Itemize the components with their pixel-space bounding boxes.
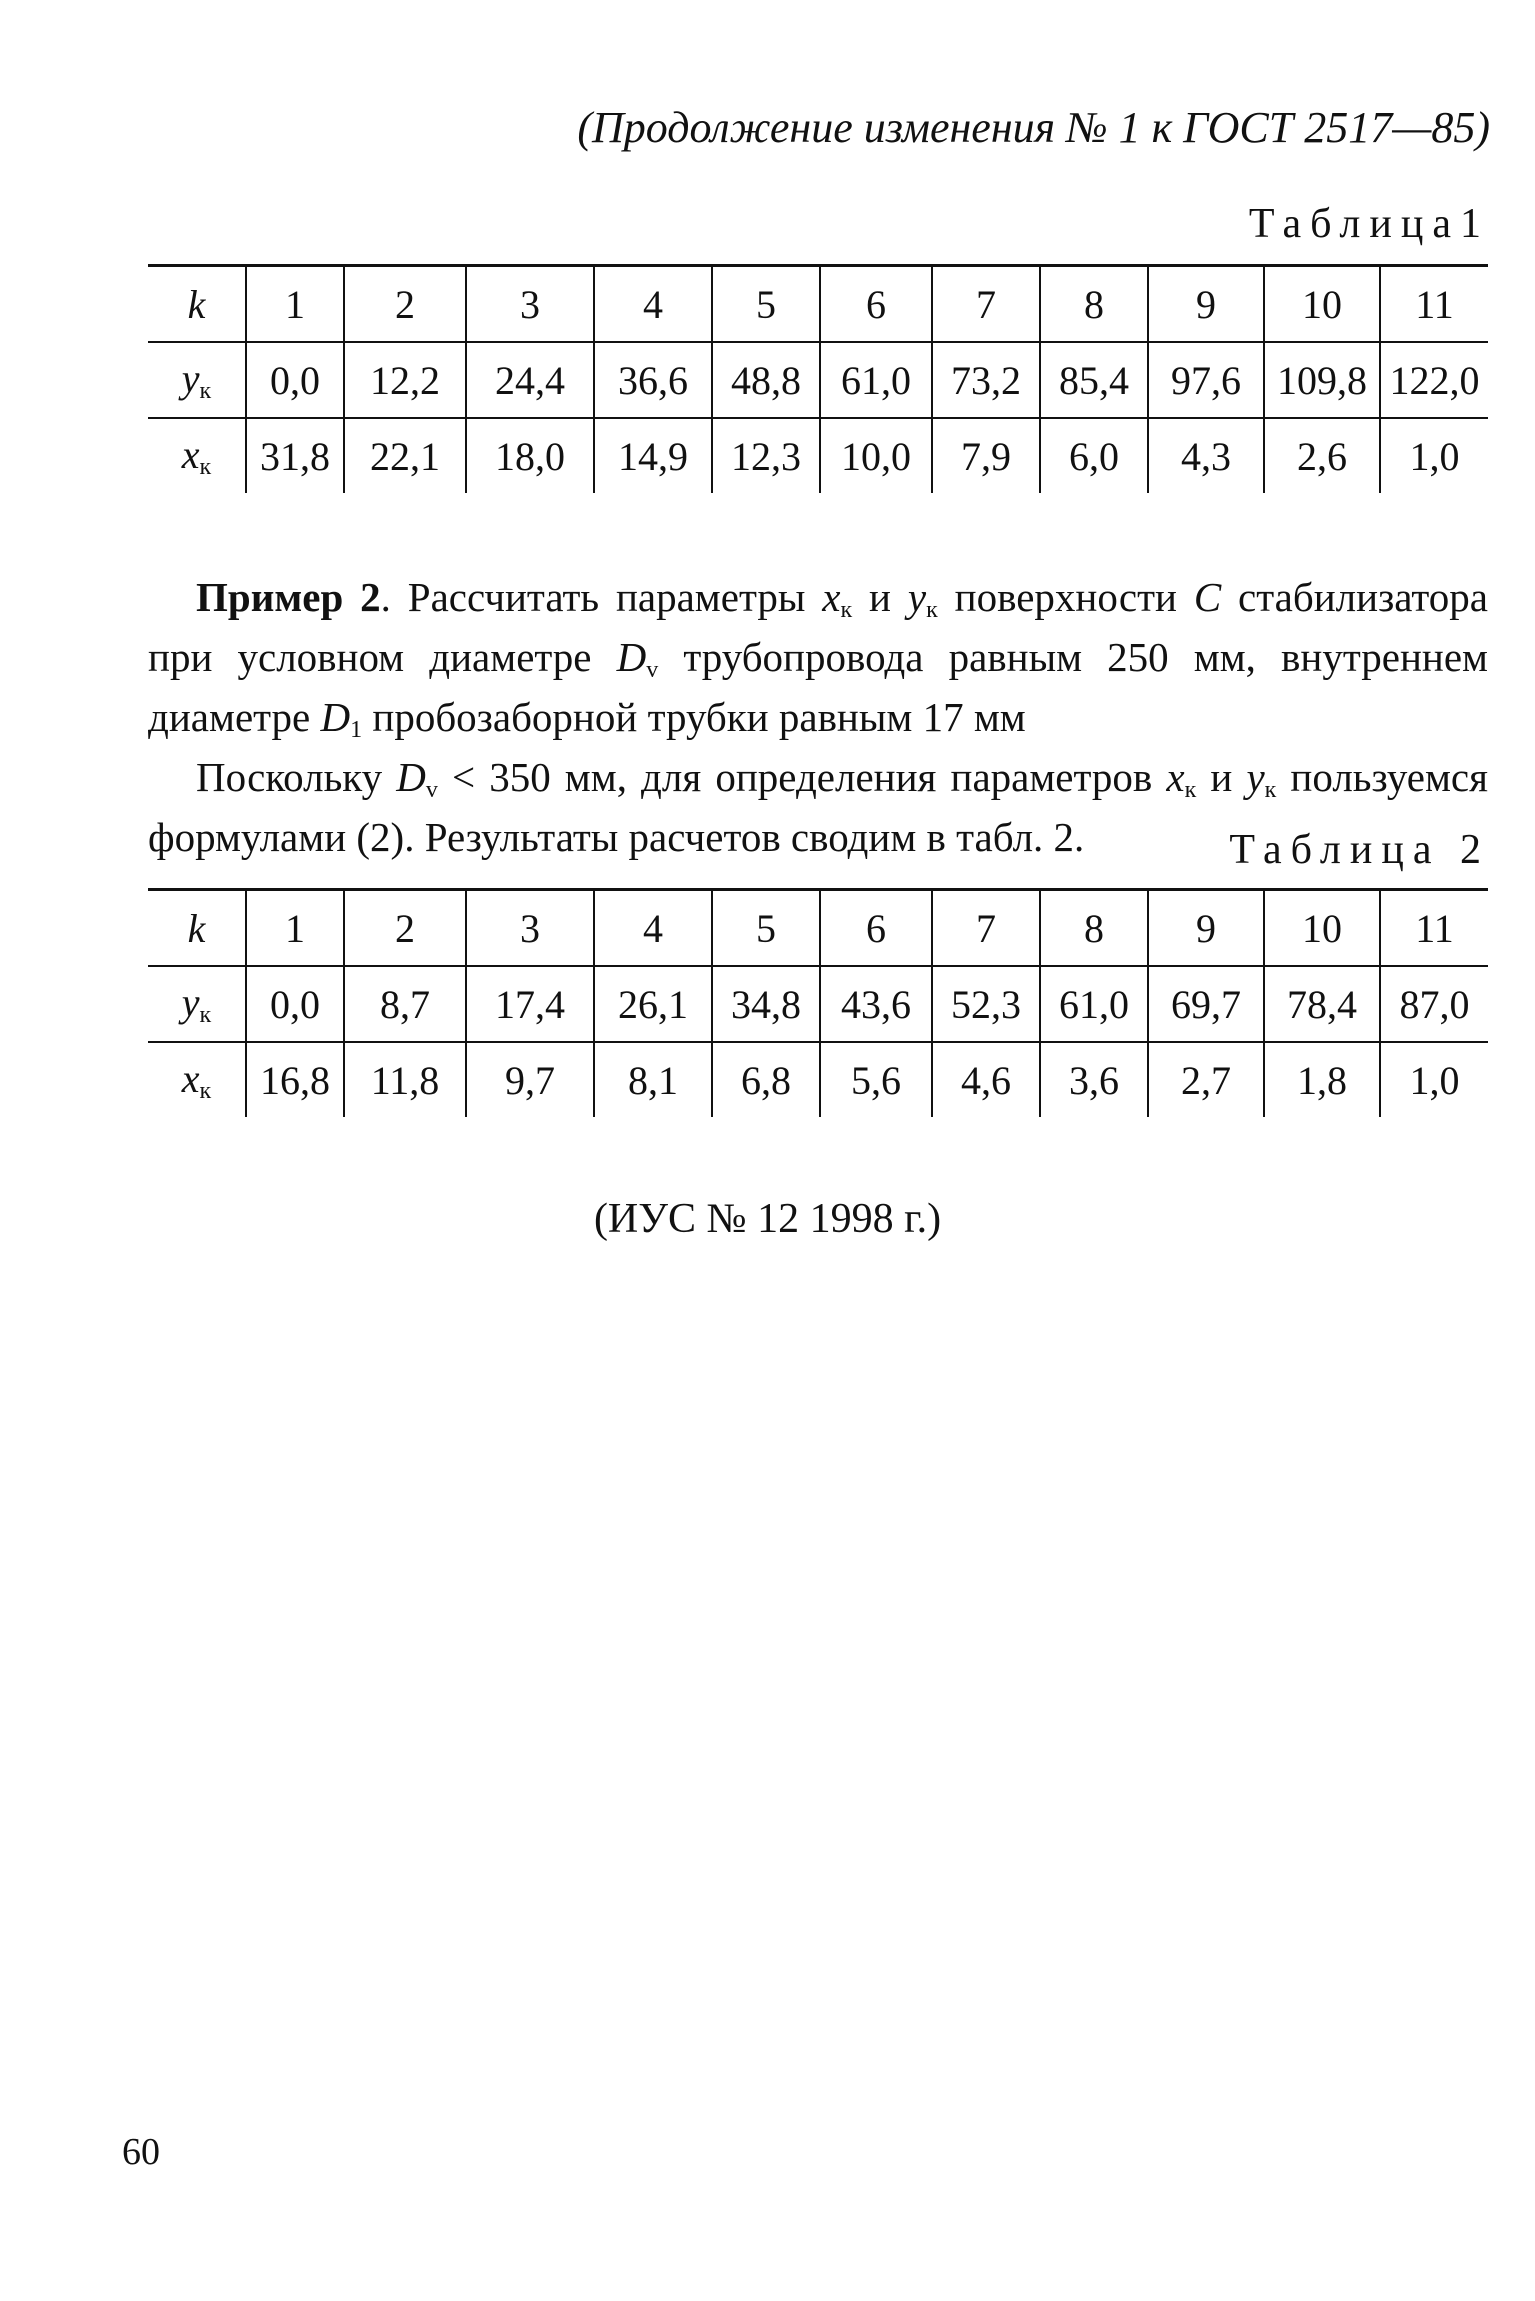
table1-cell: 0,0 (246, 342, 344, 418)
table1-cell: 122,0 (1380, 342, 1488, 418)
table1-cell: 97,6 (1148, 342, 1264, 418)
table2-cell: 78,4 (1264, 966, 1380, 1042)
table2-cell: 7 (932, 890, 1040, 967)
table2-cell: 61,0 (1040, 966, 1148, 1042)
table1-cell: 31,8 (246, 418, 344, 493)
table1-cell: 109,8 (1264, 342, 1380, 418)
table2-cell: 0,0 (246, 966, 344, 1042)
table1-cell: 7 (932, 266, 1040, 343)
table2-cell: 8 (1040, 890, 1148, 967)
table1-caption: Таблица1 (1248, 201, 1490, 247)
table1-cell: 4 (594, 266, 712, 343)
table2-cell: 87,0 (1380, 966, 1488, 1042)
table2-caption: Таблица 2 (1229, 827, 1490, 873)
table2-cell: 11,8 (344, 1042, 466, 1117)
table2-cell: 4,6 (932, 1042, 1040, 1117)
table2-cell: 1,8 (1264, 1042, 1380, 1117)
table1-cell: 11 (1380, 266, 1488, 343)
page-number: 60 (122, 2131, 160, 2173)
table1-cell: 24,4 (466, 342, 594, 418)
table1-cell: 2,6 (1264, 418, 1380, 493)
table1 (148, 264, 1488, 493)
table1-cell: 14,9 (594, 418, 712, 493)
table1-cell: 12,3 (712, 418, 820, 493)
table1-cell: 8 (1040, 266, 1148, 343)
table2-cell: 16,8 (246, 1042, 344, 1117)
table2-cell: 5 (712, 890, 820, 967)
table1-cell: 3 (466, 266, 594, 343)
table1-cell: 1,0 (1380, 418, 1488, 493)
table2-label-y: $y_к$ (148, 966, 246, 1042)
table2-cell: 6,8 (712, 1042, 820, 1117)
table1-cell: 10,0 (820, 418, 932, 493)
table2-cell: 17,4 (466, 966, 594, 1042)
table2-cell: 4 (594, 890, 712, 967)
table1-cell: 6 (820, 266, 932, 343)
table2 (148, 888, 1488, 1117)
table1-cell: 4,3 (1148, 418, 1264, 493)
table1-cell: 5 (712, 266, 820, 343)
table1-cell: 18,0 (466, 418, 594, 493)
table2-cell: 9,7 (466, 1042, 594, 1117)
table2-cell: 6 (820, 890, 932, 967)
table2-cell: 1 (246, 890, 344, 967)
table1-cell: 6,0 (1040, 418, 1148, 493)
table2-label-x: $x_к$ (148, 1042, 246, 1117)
table2-cell: 52,3 (932, 966, 1040, 1042)
table2-label-k: k (148, 890, 246, 967)
table1-cell: 12,2 (344, 342, 466, 418)
table2-cell: 10 (1264, 890, 1380, 967)
table1-row-y (148, 342, 1488, 418)
table2-cell: 9 (1148, 890, 1264, 967)
table2-cell: 34,8 (712, 966, 820, 1042)
example-paragraph-2: Поскольку $D_v < 350$ мм, для определения параметров $x_к$ и $y_к$ пользуемся формулами (2). Результаты расчетов сводим в табл. 2. (148, 754, 1488, 860)
table2-row-y (148, 966, 1488, 1042)
table2-cell: 3,6 (1040, 1042, 1148, 1117)
table1-cell: 48,8 (712, 342, 820, 418)
table1-cell: 73,2 (932, 342, 1040, 418)
table2-cell: 1,0 (1380, 1042, 1488, 1117)
ius-note: (ИУС № 12 1998 г.) (593, 1196, 942, 1242)
table1-cell: 10 (1264, 266, 1380, 343)
table2-cell: 8,1 (594, 1042, 712, 1117)
table1-label-k: k (148, 266, 246, 343)
table1-cell: 85,4 (1040, 342, 1148, 418)
table1-cell: 7,9 (932, 418, 1040, 493)
table1-cell: 61,0 (820, 342, 932, 418)
table1-cell: 22,1 (344, 418, 466, 493)
table2-cell: 8,7 (344, 966, 466, 1042)
table1-cell: 2 (344, 266, 466, 343)
table2-cell: 2,7 (1148, 1042, 1264, 1117)
table2-cell: 3 (466, 890, 594, 967)
table1-cell: 9 (1148, 266, 1264, 343)
example-paragraph-1: Пример 2. Рассчитать параметры $x_к$ и $y_к$ поверхности C стабилизатора при условном диаметре $D_v$ трубопровода равным 250 мм, внутреннем диаметре $D_1$ пробозаборной трубки равным 17 мм (148, 574, 1488, 743)
table2-row-x (148, 1042, 1488, 1117)
table2-row-k (148, 890, 1488, 967)
page-header: (Продолжение изменения № 1 к ГОСТ 2517—85) (577, 103, 1490, 152)
table1-row-x (148, 418, 1488, 493)
table2-cell: 11 (1380, 890, 1488, 967)
table1-cell: 1 (246, 266, 344, 343)
table2-cell: 2 (344, 890, 466, 967)
table1-label-y: $y_к$ (148, 342, 246, 418)
table1-cell: 36,6 (594, 342, 712, 418)
table2-cell: 69,7 (1148, 966, 1264, 1042)
table2-cell: 26,1 (594, 966, 712, 1042)
example-text (148, 574, 1488, 861)
table2-cell: 5,6 (820, 1042, 932, 1117)
table2-cell: 43,6 (820, 966, 932, 1042)
table1-label-x: $x_к$ (148, 418, 246, 493)
table1-row-k (148, 266, 1488, 343)
